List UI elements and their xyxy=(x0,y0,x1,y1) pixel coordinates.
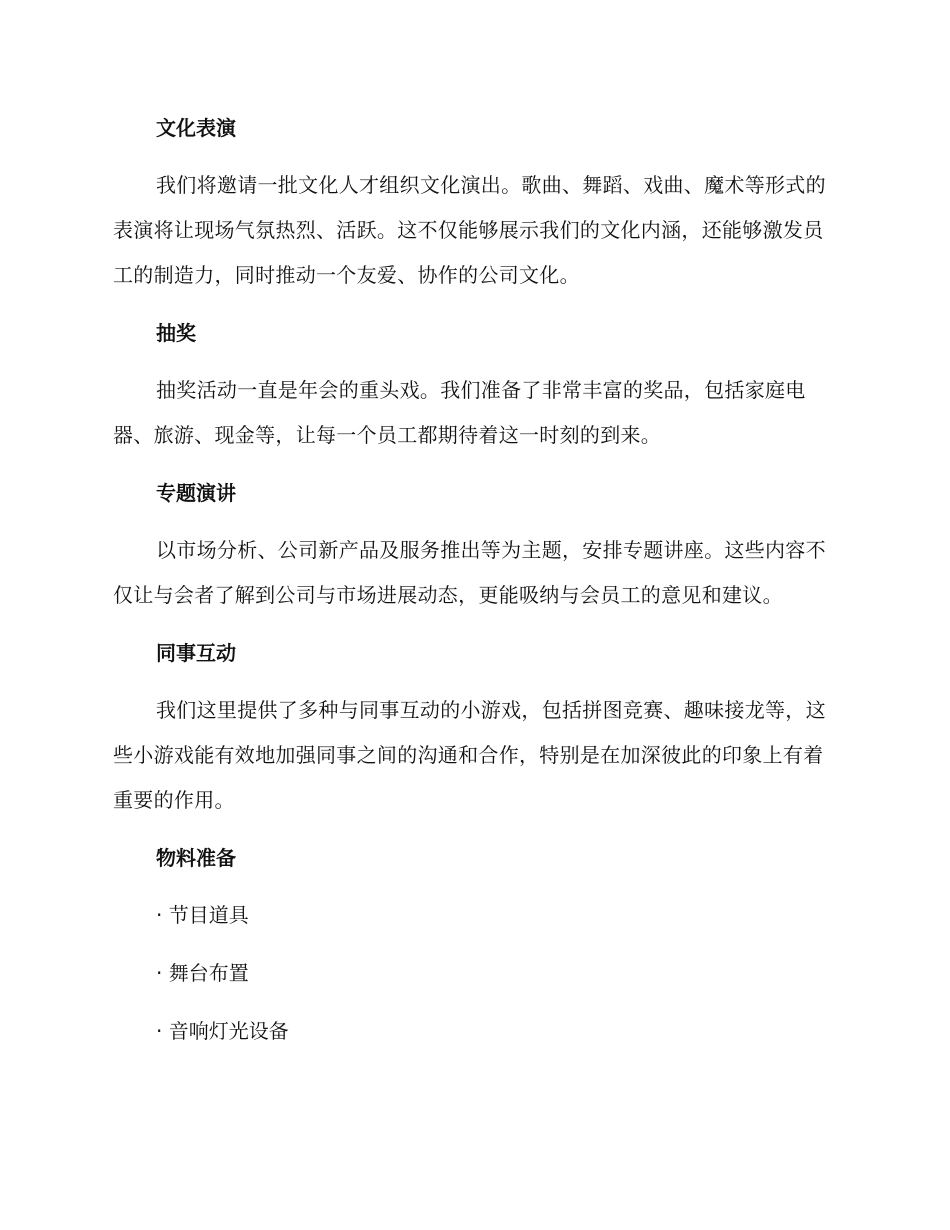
section-paragraph-lottery: 抽奖活动一直是年会的重头戏。我们准备了非常丰富的奖品，包括家庭电器、旅游、现金等，让每一个员工都期待着这一时刻的到来。 xyxy=(113,378,806,447)
document-body xyxy=(113,105,833,1054)
section-heading-materials: 物料准备 xyxy=(156,846,236,870)
section-heading-lottery: 抽奖 xyxy=(156,321,196,345)
list-item: · 节目道具 xyxy=(156,903,249,927)
section-paragraph-keynote: 以市场分析、公司新产品及服务推出等为主题，安排专题讲座。这些内容不仅让与会者了解到公司与市场进展动态，更能吸纳与会员工的意见和建议。 xyxy=(113,538,826,607)
section-heading-keynote: 专题演讲 xyxy=(156,481,236,505)
list-item: · 音响灯光设备 xyxy=(156,1019,289,1043)
section-paragraph-cultural-performance: 我们将邀请一批文化人才组织文化演出。歌曲、舞蹈、戏曲、魔术等形式的表演将让现场气氛热烈、活跃。这不仅能够展示我们的文化内涵，还能够激发员工的制造力，同时推动一个友爱、协作的公司文化。 xyxy=(113,173,826,287)
list-item: · 舞台布置 xyxy=(156,961,249,985)
section-heading-colleague-interaction: 同事互动 xyxy=(156,641,236,665)
section-heading-cultural-performance: 文化表演 xyxy=(156,116,236,140)
section-paragraph-colleague-interaction: 我们这里提供了多种与同事互动的小游戏，包括拼图竞赛、趣味接龙等，这些小游戏能有效地加强同事之间的沟通和合作，特别是在加深彼此的印象上有着重要的作用。 xyxy=(113,698,826,812)
